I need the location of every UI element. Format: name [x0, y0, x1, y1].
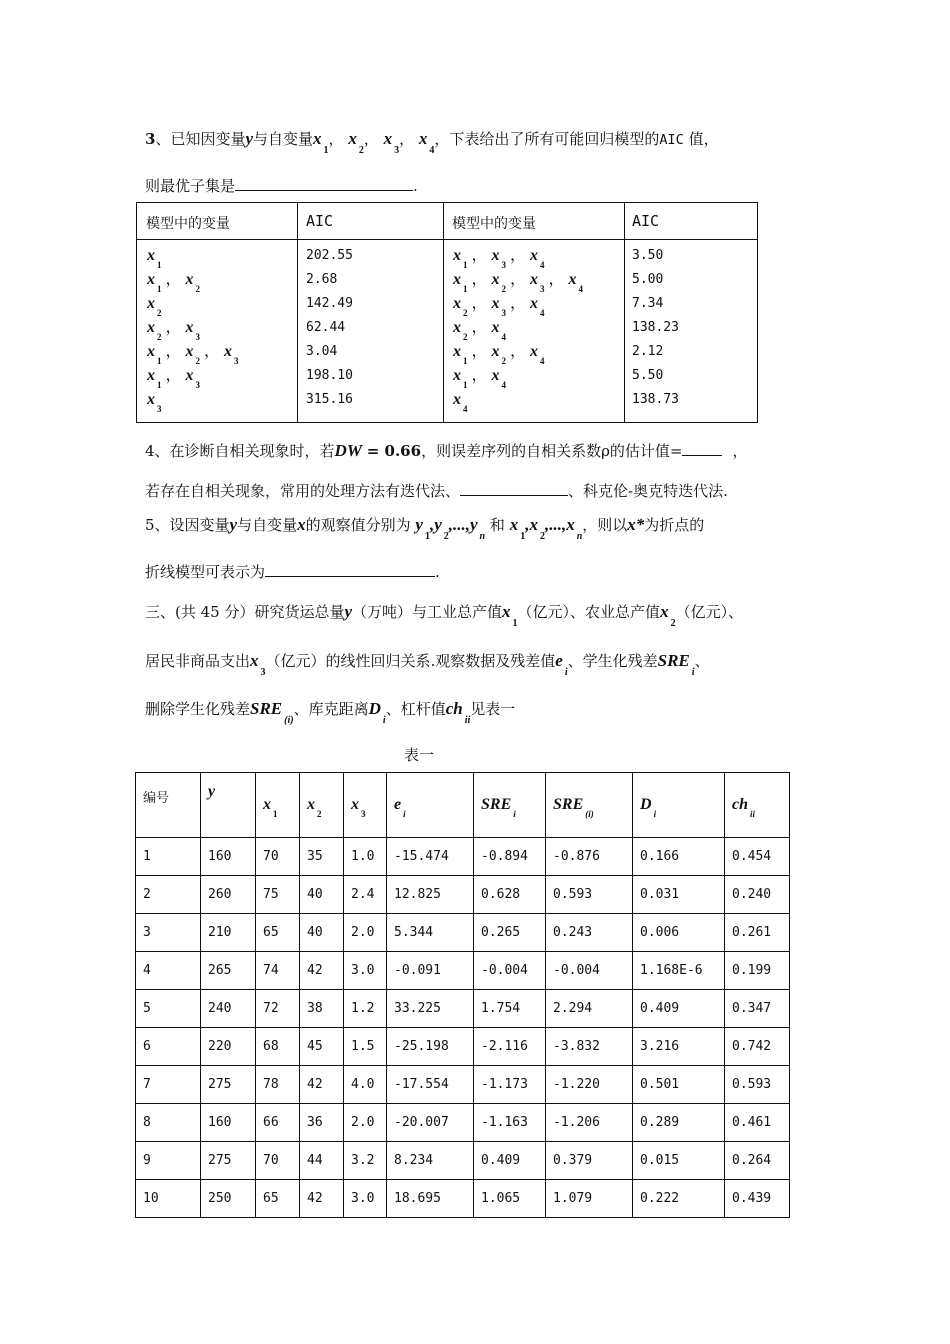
q3-line1: 3、已知因变量y与自变量$x_1$， $x_2$， $x_3$， $x_4$，下表给出了所有可能回归模型的AIC 值， — [145, 129, 719, 156]
table-row — [136, 838, 790, 876]
table-cell: 66 — [256, 1104, 300, 1142]
col-y: y — [201, 773, 256, 838]
col-sre-deleted: $SRE_{(i)}$ — [546, 773, 633, 838]
aic-value: 5.00 — [632, 272, 664, 287]
method-blank[interactable] — [460, 481, 568, 496]
table-cell: 42 — [300, 1180, 344, 1218]
table-cell: -1.220 — [546, 1066, 633, 1104]
table-cell: 74 — [256, 952, 300, 990]
table-cell: 0.742 — [725, 1028, 790, 1066]
aic-model-vars: $x_2$， $x_3$ — [147, 319, 201, 342]
table-cell: 18.695 — [387, 1180, 474, 1218]
table-cell: 275 — [201, 1066, 256, 1104]
table-cell: 0.265 — [474, 914, 546, 952]
table-cell: 36 — [300, 1104, 344, 1142]
table-cell: 42 — [300, 952, 344, 990]
table-row — [136, 1180, 790, 1218]
table-cell: 0.454 — [725, 838, 790, 876]
table-cell: 0.264 — [725, 1142, 790, 1180]
table-cell: -1.206 — [546, 1104, 633, 1142]
col-x2: $x_2$ — [300, 773, 344, 838]
table-cell: 3.2 — [344, 1142, 387, 1180]
table-row — [136, 1104, 790, 1142]
table-cell: 0.593 — [546, 876, 633, 914]
aic-model-vars: $x_1$ — [147, 247, 162, 270]
aic-model-vars: $x_1$， $x_4$ — [453, 367, 507, 390]
table-cell: 210 — [201, 914, 256, 952]
aic-value: 142.49 — [306, 296, 353, 311]
aic-value: 138.73 — [632, 392, 679, 407]
col-x1: $x_1$ — [256, 773, 300, 838]
table-cell: 70 — [256, 1142, 300, 1180]
aic-value: 2.68 — [306, 272, 338, 287]
table-cell: 2 — [136, 876, 201, 914]
table-row — [136, 990, 790, 1028]
table-cell: 1.079 — [546, 1180, 633, 1218]
table-cell: 2.294 — [546, 990, 633, 1028]
aic-value: 3.50 — [632, 248, 664, 263]
table-cell: 2.0 — [344, 914, 387, 952]
table-cell: 260 — [201, 876, 256, 914]
aic-model-vars: $x_3$ — [147, 391, 162, 414]
table-cell: 0.409 — [633, 990, 725, 1028]
table-row — [136, 1028, 790, 1066]
table-cell: -0.091 — [387, 952, 474, 990]
q5-line1: 5、设因变量y与自变量x的观察值分别为 $y_1,y_2,...,y_n$ 和 $x_1,x_2,...,x_n$，则以x*为折点的 — [145, 515, 705, 542]
table-cell: 0.261 — [725, 914, 790, 952]
table-cell: 0.439 — [725, 1180, 790, 1218]
table-cell: 8.234 — [387, 1142, 474, 1180]
table-cell: 0.199 — [725, 952, 790, 990]
residual-table — [135, 772, 790, 1218]
answer-blank[interactable] — [235, 176, 413, 191]
table-row — [136, 876, 790, 914]
table-cell: -20.007 — [387, 1104, 474, 1142]
aic-header-var-right: 模型中的变量 — [452, 216, 536, 232]
table-cell: 240 — [201, 990, 256, 1028]
table-cell: -1.163 — [474, 1104, 546, 1142]
aic-value: 62.44 — [306, 320, 346, 335]
table-cell: -0.894 — [474, 838, 546, 876]
aic-header-aic-right: AIC — [632, 212, 660, 230]
aic-model-vars: $x_1$， $x_3$， $x_4$ — [453, 247, 545, 270]
q5-line2: 折线模型可表示为 . — [145, 563, 440, 581]
table-cell: 68 — [256, 1028, 300, 1066]
aic-value: 5.50 — [632, 368, 664, 383]
table-cell: 250 — [201, 1180, 256, 1218]
table-cell: 3.216 — [633, 1028, 725, 1066]
rho-blank[interactable] — [682, 441, 722, 456]
aic-value: 198.10 — [306, 368, 353, 383]
table-cell: 40 — [300, 876, 344, 914]
table-cell: 5.344 — [387, 914, 474, 952]
table-cell: 38 — [300, 990, 344, 1028]
table-cell: -2.116 — [474, 1028, 546, 1066]
table-cell: -0.876 — [546, 838, 633, 876]
table-cell: 3.0 — [344, 952, 387, 990]
table-cell: 65 — [256, 914, 300, 952]
col-cook-d: $D_i$ — [633, 773, 725, 838]
table-cell: 7 — [136, 1066, 201, 1104]
table-cell: 40 — [300, 914, 344, 952]
table-cell: 0.031 — [633, 876, 725, 914]
model-blank[interactable] — [265, 562, 435, 577]
table-cell: 1.754 — [474, 990, 546, 1028]
aic-value: 202.55 — [306, 248, 353, 263]
table-cell: 3.0 — [344, 1180, 387, 1218]
table-cell: 45 — [300, 1028, 344, 1066]
part3-line2: 居民非商品支出$x_3$（亿元）的线性回归关系.观察数据及残差值$e_i$、学生化残差$SRE_i$、 — [145, 651, 710, 678]
table-row — [136, 914, 790, 952]
col-leverage: $ch_{ii}$ — [725, 773, 790, 838]
table-cell: 0.222 — [633, 1180, 725, 1218]
table-cell: 2.4 — [344, 876, 387, 914]
table-cell: -1.173 — [474, 1066, 546, 1104]
table-cell: 1.168E-6 — [633, 952, 725, 990]
table-cell: -0.004 — [546, 952, 633, 990]
table-cell: 9 — [136, 1142, 201, 1180]
col-e: $e_i$ — [387, 773, 474, 838]
table-cell: 1 — [136, 838, 201, 876]
aic-model-vars: $x_1$， $x_2$， $x_3$ — [147, 343, 239, 366]
table-cell: 78 — [256, 1066, 300, 1104]
table-cell: 70 — [256, 838, 300, 876]
table-cell: 75 — [256, 876, 300, 914]
col-number: 编号 — [136, 773, 201, 838]
table-cell: 72 — [256, 990, 300, 1028]
col-x3: $x_3$ — [344, 773, 387, 838]
table-cell: 65 — [256, 1180, 300, 1218]
table-cell: 0.379 — [546, 1142, 633, 1180]
q4-line2: 若存在自相关现象，常用的处理方法有迭代法、 、科克伦-奥克特迭代法. — [145, 482, 728, 500]
table-cell: 10 — [136, 1180, 201, 1218]
aic-model-vars: $x_1$， $x_2$ — [147, 271, 201, 294]
table-cell: 1.0 — [344, 838, 387, 876]
table-cell: 0.243 — [546, 914, 633, 952]
table-cell: 4 — [136, 952, 201, 990]
aic-model-vars: $x_2$， $x_3$， $x_4$ — [453, 295, 545, 318]
residual-table-header — [136, 773, 790, 838]
table-cell: 0.409 — [474, 1142, 546, 1180]
table-cell: 1.065 — [474, 1180, 546, 1218]
aic-value: 7.34 — [632, 296, 664, 311]
table-cell: 2.0 — [344, 1104, 387, 1142]
table-cell: 1.2 — [344, 990, 387, 1028]
table-cell: 0.347 — [725, 990, 790, 1028]
table-cell: 0.593 — [725, 1066, 790, 1104]
table-cell: 0.240 — [725, 876, 790, 914]
table-cell: -25.198 — [387, 1028, 474, 1066]
table-cell: 5 — [136, 990, 201, 1028]
table-cell: 275 — [201, 1142, 256, 1180]
aic-value: 315.16 — [306, 392, 353, 407]
aic-header-var-left: 模型中的变量 — [146, 216, 230, 232]
part3-line1: 三、(共 45 分）研究货运总量y（万吨）与工业总产值$x_1$（亿元）、农业总产值$x_2$（亿元）、 — [145, 602, 744, 629]
aic-model-vars: $x_1$， $x_3$ — [147, 367, 201, 390]
aic-model-vars: $x_1$， $x_2$， $x_3$， $x_4$ — [453, 271, 584, 294]
table-cell: 44 — [300, 1142, 344, 1180]
table-cell: 220 — [201, 1028, 256, 1066]
table-cell: -17.554 — [387, 1066, 474, 1104]
aic-value: 3.04 — [306, 344, 338, 359]
table-cell: 0.015 — [633, 1142, 725, 1180]
table-caption: 表一 — [404, 746, 435, 764]
table-row — [136, 1066, 790, 1104]
table-cell: 265 — [201, 952, 256, 990]
aic-model-vars: $x_2$， $x_4$ — [453, 319, 507, 342]
table-cell: 33.225 — [387, 990, 474, 1028]
q4-line1: 4、在诊断自相关现象时，若DW = 0.66，则误差序列的自相关系数ρ的估计值= ， — [145, 441, 748, 460]
part3-line3: 删除学生化残差$SRE_{(i)}$、库克距离$D_i$、杠杆值$ch_{ii}$见表一 — [145, 699, 516, 726]
table-cell: 3 — [136, 914, 201, 952]
col-sre: $SRE_i$ — [474, 773, 546, 838]
table-cell: 0.461 — [725, 1104, 790, 1142]
table-row — [136, 1142, 790, 1180]
aic-model-vars: $x_1$， $x_2$， $x_4$ — [453, 343, 545, 366]
table-cell: -15.474 — [387, 838, 474, 876]
aic-model-vars: $x_4$ — [453, 391, 468, 414]
aic-value: 2.12 — [632, 344, 664, 359]
table-cell: 12.825 — [387, 876, 474, 914]
table-cell: 160 — [201, 838, 256, 876]
table-cell: -0.004 — [474, 952, 546, 990]
table-cell: 160 — [201, 1104, 256, 1142]
table-cell: 1.5 — [344, 1028, 387, 1066]
table-cell: 0.628 — [474, 876, 546, 914]
q3-line2: 则最优子集是 . — [145, 177, 418, 195]
table-cell: 0.501 — [633, 1066, 725, 1104]
table-cell: 6 — [136, 1028, 201, 1066]
aic-model-vars: $x_2$ — [147, 295, 162, 318]
aic-table — [136, 202, 758, 423]
table-cell: 0.289 — [633, 1104, 725, 1142]
table-row — [136, 952, 790, 990]
table-cell: 35 — [300, 838, 344, 876]
table-cell: 42 — [300, 1066, 344, 1104]
aic-value: 138.23 — [632, 320, 679, 335]
table-cell: 0.166 — [633, 838, 725, 876]
table-cell: 8 — [136, 1104, 201, 1142]
aic-header-aic-left: AIC — [306, 212, 334, 230]
table-cell: 4.0 — [344, 1066, 387, 1104]
table-cell: -3.832 — [546, 1028, 633, 1066]
table-cell: 0.006 — [633, 914, 725, 952]
